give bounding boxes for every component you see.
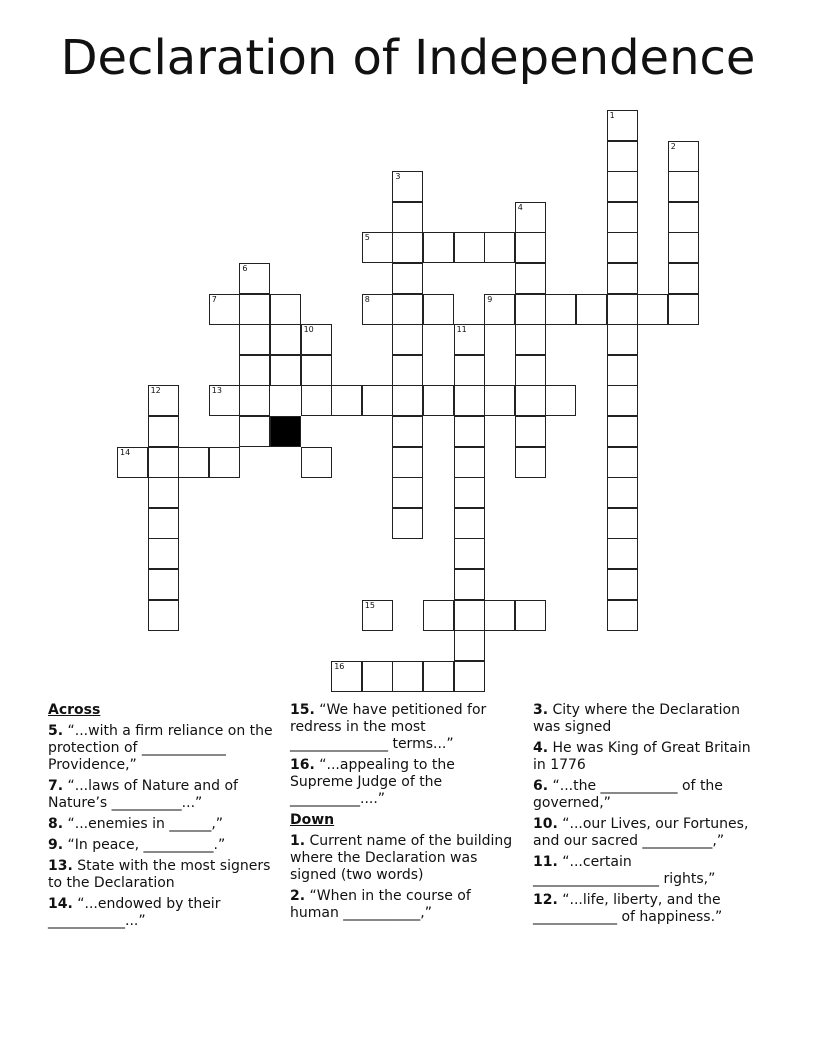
down-clue-1: 1. Current name of the building where the Declaration was signed (two words) xyxy=(290,833,513,883)
grid-cell[interactable] xyxy=(392,477,423,508)
grid-cell[interactable] xyxy=(607,447,638,478)
grid-cell[interactable] xyxy=(515,263,546,294)
grid-cell[interactable] xyxy=(607,355,638,386)
clue-number: 7 xyxy=(211,294,217,304)
grid-cell[interactable] xyxy=(454,538,485,569)
clue-number: 2 xyxy=(670,141,676,151)
grid-cell[interactable] xyxy=(607,263,638,294)
clue-number: 3 xyxy=(395,172,401,182)
grid-cell[interactable] xyxy=(515,324,546,355)
grid-cell[interactable] xyxy=(392,232,423,263)
grid-cell[interactable] xyxy=(607,508,638,539)
grid-cell[interactable] xyxy=(301,324,332,355)
grid-cell[interactable] xyxy=(392,508,423,539)
clue-number: 8 xyxy=(364,294,370,304)
grid-cell[interactable] xyxy=(178,447,209,478)
grid-cell[interactable] xyxy=(607,538,638,569)
grid-cell[interactable] xyxy=(576,294,607,325)
grid-cell[interactable] xyxy=(515,202,546,233)
grid-cell[interactable] xyxy=(392,263,423,294)
clue-number: 13 xyxy=(211,386,222,396)
grid-cell[interactable] xyxy=(209,385,240,416)
grid-cell[interactable] xyxy=(607,202,638,233)
clue-number: 10 xyxy=(303,325,314,335)
grid-cell[interactable] xyxy=(362,385,393,416)
grid-cell[interactable] xyxy=(668,141,699,172)
grid-cell[interactable] xyxy=(392,171,423,202)
page-title: Declaration of Independence xyxy=(60,30,756,86)
grid-cell[interactable] xyxy=(637,294,668,325)
down-heading: Down xyxy=(290,812,335,828)
grid-cell[interactable] xyxy=(454,385,485,416)
grid-cell[interactable] xyxy=(270,294,301,325)
down-clue-12: 12. “...life, liberty, and the ____________ of happiness.” xyxy=(533,892,723,925)
grid-cell[interactable] xyxy=(331,385,362,416)
grid-cell[interactable] xyxy=(331,661,362,692)
grid-cell[interactable] xyxy=(270,355,301,386)
clue-number: 11 xyxy=(456,325,467,335)
grid-cell[interactable] xyxy=(668,202,699,233)
grid-cell[interactable] xyxy=(515,416,546,447)
across-clue-15: 15. “We have petitioned for redress in the most ______________ terms...” xyxy=(290,702,487,752)
grid-cell[interactable] xyxy=(607,416,638,447)
clue-number: 15 xyxy=(364,600,375,610)
grid-cell[interactable] xyxy=(301,355,332,386)
grid-cell[interactable] xyxy=(362,600,393,631)
grid-cell[interactable] xyxy=(454,416,485,447)
across-clue-9: 9. “In peace, __________.” xyxy=(48,837,226,853)
grid-cell[interactable] xyxy=(239,263,270,294)
grid-cell[interactable] xyxy=(392,447,423,478)
grid-cell[interactable] xyxy=(148,447,179,478)
clue-number: 1 xyxy=(609,111,615,120)
grid-cell[interactable] xyxy=(607,600,638,631)
down-clue-2: 2. “When in the course of human ___________,” xyxy=(290,888,471,921)
grid-cell[interactable] xyxy=(454,630,485,661)
grid-cell[interactable] xyxy=(454,661,485,692)
grid-cell[interactable] xyxy=(148,416,179,447)
grid-cell[interactable] xyxy=(668,232,699,263)
grid-cell[interactable] xyxy=(392,202,423,233)
grid-cell[interactable] xyxy=(607,294,638,325)
grid-cell[interactable] xyxy=(454,355,485,386)
grid-cell[interactable] xyxy=(392,661,423,692)
grid-cell[interactable] xyxy=(484,600,515,631)
clues-column-2 xyxy=(290,702,518,926)
down-clue-3: 3. City where the Declaration was signed xyxy=(533,702,740,735)
across-clue-8: 8. “...enemies in ______,” xyxy=(48,816,224,832)
grid-cell[interactable] xyxy=(117,447,148,478)
grid-cell[interactable] xyxy=(239,324,270,355)
down-clue-4: 4. He was King of Great Britain in 1776 xyxy=(533,740,751,773)
grid-cell[interactable] xyxy=(270,324,301,355)
grid-cell[interactable] xyxy=(423,600,454,631)
grid-cell[interactable] xyxy=(607,232,638,263)
grid-cell[interactable] xyxy=(148,477,179,508)
grid-cell[interactable] xyxy=(668,171,699,202)
clue-number: 4 xyxy=(517,202,523,212)
grid-cell[interactable] xyxy=(515,294,546,325)
clue-number: 12 xyxy=(150,386,161,396)
grid-cell[interactable] xyxy=(607,171,638,202)
grid-cell[interactable] xyxy=(392,416,423,447)
grid-cell[interactable] xyxy=(148,569,179,600)
grid-cell[interactable] xyxy=(668,294,699,325)
grid-cell[interactable] xyxy=(423,385,454,416)
grid-cell[interactable] xyxy=(515,447,546,478)
grid-cell[interactable] xyxy=(148,600,179,631)
grid-cell[interactable] xyxy=(239,294,270,325)
grid-cell[interactable] xyxy=(515,232,546,263)
black-cell xyxy=(270,416,301,447)
grid-cell[interactable] xyxy=(362,294,393,325)
grid-cell[interactable] xyxy=(607,110,638,141)
grid-cell[interactable] xyxy=(454,447,485,478)
grid-cell[interactable] xyxy=(454,569,485,600)
grid-cell[interactable] xyxy=(454,600,485,631)
grid-cell[interactable] xyxy=(209,447,240,478)
grid-cell[interactable] xyxy=(392,385,423,416)
grid-cell[interactable] xyxy=(301,385,332,416)
grid-cell[interactable] xyxy=(607,569,638,600)
grid-cell[interactable] xyxy=(454,324,485,355)
down-clue-11: 11. “...certain __________________ rights,” xyxy=(533,854,716,887)
grid-cell[interactable] xyxy=(148,538,179,569)
across-clue-5: 5. “...with a firm reliance on the protection of ____________ Providence,” xyxy=(48,723,273,773)
grid-cell[interactable] xyxy=(362,661,393,692)
across-clue-14: 14. “...endowed by their ___________...” xyxy=(48,896,221,929)
grid-cell[interactable] xyxy=(515,600,546,631)
grid-cell[interactable] xyxy=(545,294,576,325)
across-clue-16: 16. “...appealing to the Supreme Judge of the __________....” xyxy=(290,757,455,807)
grid-cell[interactable] xyxy=(607,385,638,416)
grid-cell[interactable] xyxy=(454,477,485,508)
grid-cell[interactable] xyxy=(515,385,546,416)
clue-number: 6 xyxy=(242,264,248,273)
grid-cell[interactable] xyxy=(545,385,576,416)
clue-number: 16 xyxy=(334,661,345,671)
grid-cell[interactable] xyxy=(362,232,393,263)
grid-cell[interactable] xyxy=(423,661,454,692)
down-clue-6: 6. “...the ___________ of the governed,” xyxy=(533,778,723,811)
grid-cell[interactable] xyxy=(148,385,179,416)
across-clue-7: 7. “...laws of Nature and of Nature’s __________...” xyxy=(48,778,238,811)
grid-cell[interactable] xyxy=(607,324,638,355)
clue-number: 9 xyxy=(487,294,493,304)
grid-cell[interactable] xyxy=(515,355,546,386)
clues-column-3 xyxy=(533,702,761,930)
across-heading: Across xyxy=(48,702,101,718)
grid-cell[interactable] xyxy=(607,477,638,508)
grid-cell[interactable] xyxy=(148,508,179,539)
down-clue-10: 10. “...our Lives, our Fortunes, and our sacred __________,” xyxy=(533,816,749,849)
clues-column-1 xyxy=(48,702,276,934)
grid-cell[interactable] xyxy=(392,355,423,386)
grid-cell[interactable] xyxy=(454,232,485,263)
grid-cell[interactable] xyxy=(392,294,423,325)
grid-cell[interactable] xyxy=(423,294,454,325)
grid-cell[interactable] xyxy=(423,232,454,263)
grid-cell[interactable] xyxy=(239,355,270,386)
grid-cell[interactable] xyxy=(239,385,270,416)
grid-cell[interactable] xyxy=(454,508,485,539)
grid-cell[interactable] xyxy=(484,232,515,263)
grid-cell[interactable] xyxy=(607,141,638,172)
grid-cell[interactable] xyxy=(392,324,423,355)
across-clue-13: 13. State with the most signers to the Declaration xyxy=(48,858,271,891)
grid-cell[interactable] xyxy=(239,416,270,447)
grid-cell[interactable] xyxy=(484,385,515,416)
grid-cell[interactable] xyxy=(209,294,240,325)
grid-cell[interactable] xyxy=(668,263,699,294)
clue-number: 5 xyxy=(364,233,370,243)
grid-cell[interactable] xyxy=(484,294,515,325)
clue-number: 14 xyxy=(120,447,131,457)
grid-cell[interactable] xyxy=(301,447,332,478)
